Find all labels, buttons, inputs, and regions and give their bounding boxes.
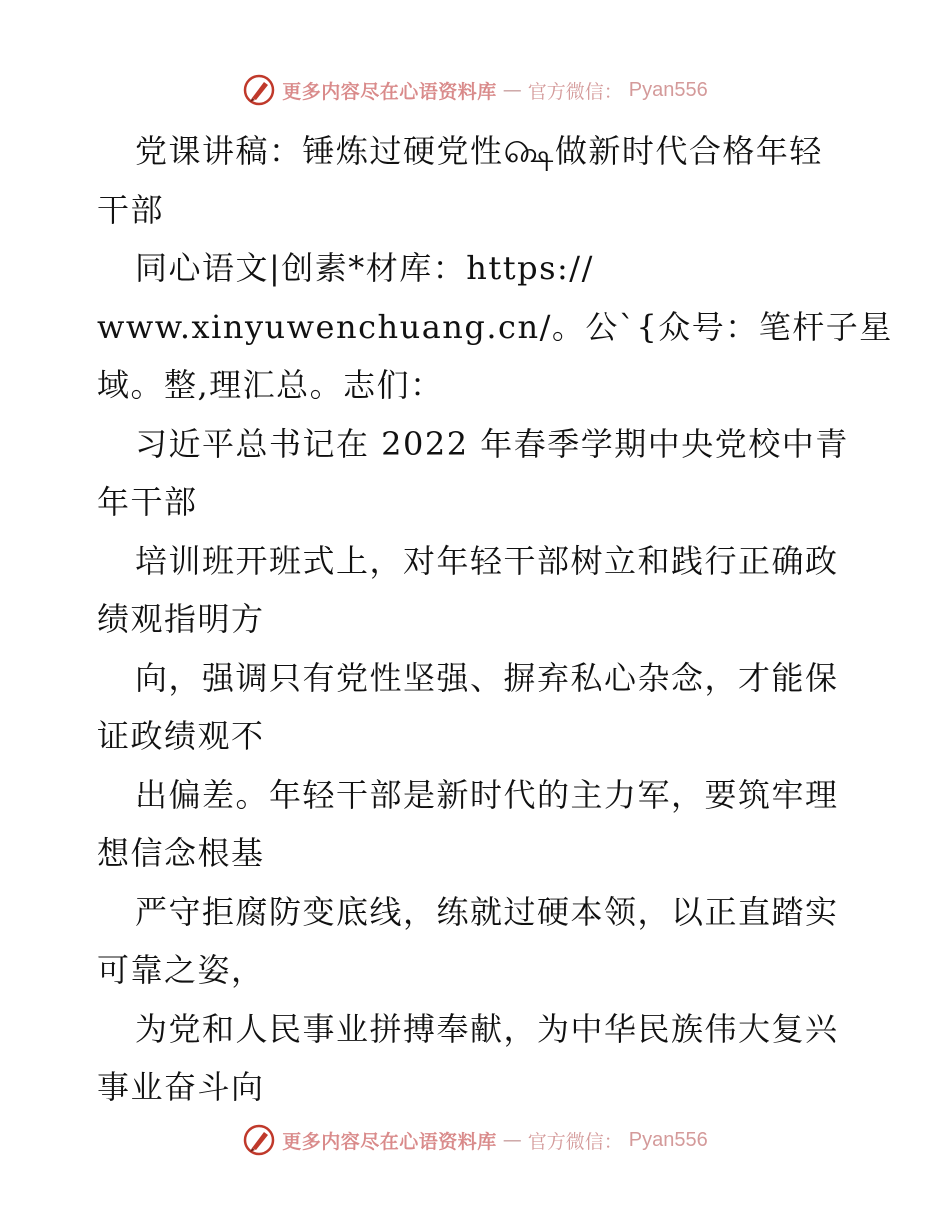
- paragraph-line: 可靠之姿，: [97, 951, 265, 989]
- document-title-part-1: 党课讲稿：锤炼过硬党性: [135, 132, 504, 170]
- banner-separator: —: [502, 1129, 522, 1151]
- paragraph-line: 同心语文|创素*材库：https://: [135, 249, 594, 287]
- document-title-part-2: 做新时代合格年轻: [554, 132, 823, 170]
- paragraph-line: 为党和人民事业拼搏奉献，为中华民族伟大复兴: [135, 1009, 839, 1048]
- banner-brand-text: 更多内容尽在心语资料库: [282, 80, 497, 103]
- paragraph-line: 想信念根基: [97, 834, 265, 872]
- paragraph-line: 习近平总书记在 2022 年春季学期中央党校中青: [135, 424, 849, 463]
- paragraph-line: www.xinyuwenchuang.cn/。公`{众号：笔杆子星: [97, 307, 893, 346]
- paragraph-line: 年干部: [97, 483, 198, 521]
- pen-logo-icon: [242, 73, 276, 107]
- banner-separator: —: [502, 79, 522, 101]
- banner-official-label: 官方微信：: [527, 1130, 623, 1153]
- footer-banner: [0, 1120, 950, 1160]
- banner-wechat-id: Pyan556: [628, 78, 708, 101]
- document-title-line-2: 干部: [97, 190, 165, 229]
- banner-wechat-id: Pyan556: [628, 1128, 708, 1151]
- banner-official-label: 官方微信：: [527, 80, 623, 103]
- header-banner: [0, 70, 950, 110]
- paragraph-line: 严守拒腐防变底线，练就过硬本领，以正直踏实: [135, 892, 839, 931]
- paragraph-line: 出偏差。年轻干部是新时代的主力军，要筑牢理: [135, 775, 839, 814]
- document-title-line-1: [97, 122, 857, 181]
- paragraph-line: 事业奋斗向: [97, 1068, 265, 1106]
- paragraph-line: 域。整,理汇总。志们：: [97, 366, 444, 404]
- paragraph-line: 向，强调只有党性坚强、摒弃私心杂念，才能保: [135, 658, 839, 697]
- paragraph-line: 绩观指明方: [97, 600, 265, 638]
- title-curl-glyph: ௸: [503, 132, 555, 170]
- paragraph-line: 培训班开班式上，对年轻干部树立和践行正确政: [135, 541, 839, 580]
- banner-brand-text: 更多内容尽在心语资料库: [282, 1130, 497, 1153]
- document-body: [97, 122, 893, 1117]
- paragraph-line: 证政绩观不: [97, 717, 265, 755]
- pen-logo-icon: [242, 1123, 276, 1157]
